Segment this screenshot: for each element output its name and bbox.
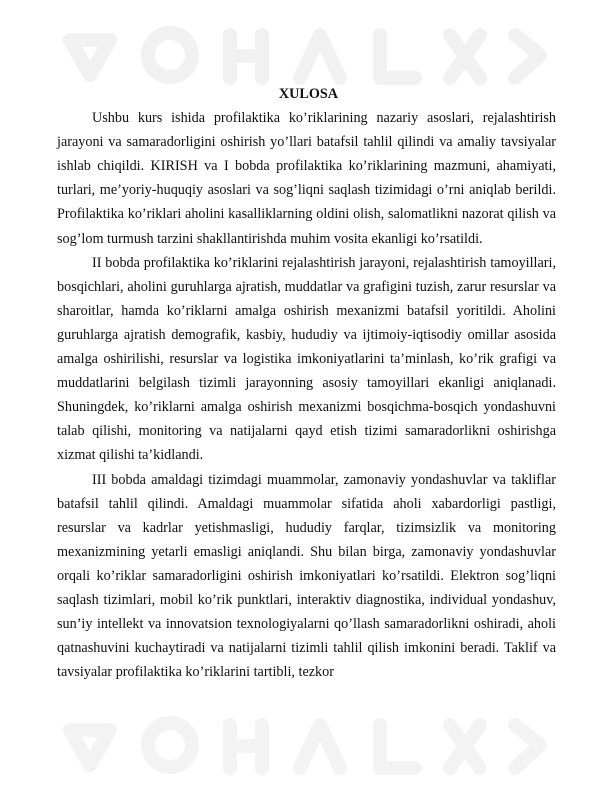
paragraph-3: III bobda amaldagi tizimdagi muammolar, zamonaviy yondashuvlar va takliflar batafsil tahlil qilindi. Amaldagi muammolar sifatida aholi xabardorligi pastligi, resurslar va kadrlar yetishmasligi, hududiy farqlar, tizimsizlik va monitoring mexanizmining yetarli emasligi aniqlandi. Shu bilan birga, zamonaviy yondashuvlar orqali ko’riklar samaradorligini oshirish imkoniyatlari ko’rsatildi. Elektron sog’liqni saqlash tizimlari, mobil ko’rik punktlari, interaktiv diagnostika, individual yondashuv, sun’iy intellekt va innovatsion texnologiyalarni qo’llash samaradorlikni oshiradi, aholi qatnashuvini kuchaytiradi va natijalarni tizimli tahlil qilish imkonini beradi. Taklif va tavsiyalar profilaktika ko’riklarini tartibli, tezkor	[57, 471, 556, 681]
paragraph-1: Ushbu kurs ishida profilaktika ko’riklarining nazariy asoslari, rejalashtirish jarayoni va samaradorligini oshirish yo’llari batafsil tahlil qilindi va amaliy tavsiyalar ishlab chiqildi. KIRISH va I bobda profilaktika ko’riklarining mazmuni, ahamiyati, turlari, me’yoriy-huquqiy asoslari va sog’liqni saqlash tizimidagi o’rni aniqlab berildi. Profilaktika ko’riklari aholini kasalliklarning oldini olish, salomatlikni nazorat qilish va sog’lom turmush tarzini shakllantirishda muhim vosita ekanligi ko’rsatildi.	[57, 110, 556, 247]
paragraph-2: II bobda profilaktika ko’riklarini rejalashtirish jarayoni, rejalashtirish tamoyillari, bosqichlari, aholini guruhlarga ajratish, muddatlar va grafigini tuzish, zarur resurslar va sharoitlar, hamda ko’riklarni amalga oshirish mexanizmi batafsil yoritildi. Aholini guruhlarga ajratish demografik, kasbiy, hududiy va ijtimoiy-iqtisodiy omillar asosida amalga oshirilishi, resurslar va logistika imkoniyatlarini ta’minlash, ko’rik grafigi va muddatlarini belgilash tizimli jarayonning asosiy tamoyillari ekanligi aniqlanadi. Shuningdek, ko’riklarni amalga oshirish mexanizmi bosqichma-bosqich yondashuvni talab qilishi, monitoring va natijalarni qayd etish tizimi samaradorlikni oshirishga xizmat qilishi ta’kidlandi.	[57, 254, 556, 464]
section-title: XULOSA	[278, 86, 339, 102]
document-body	[57, 82, 556, 684]
